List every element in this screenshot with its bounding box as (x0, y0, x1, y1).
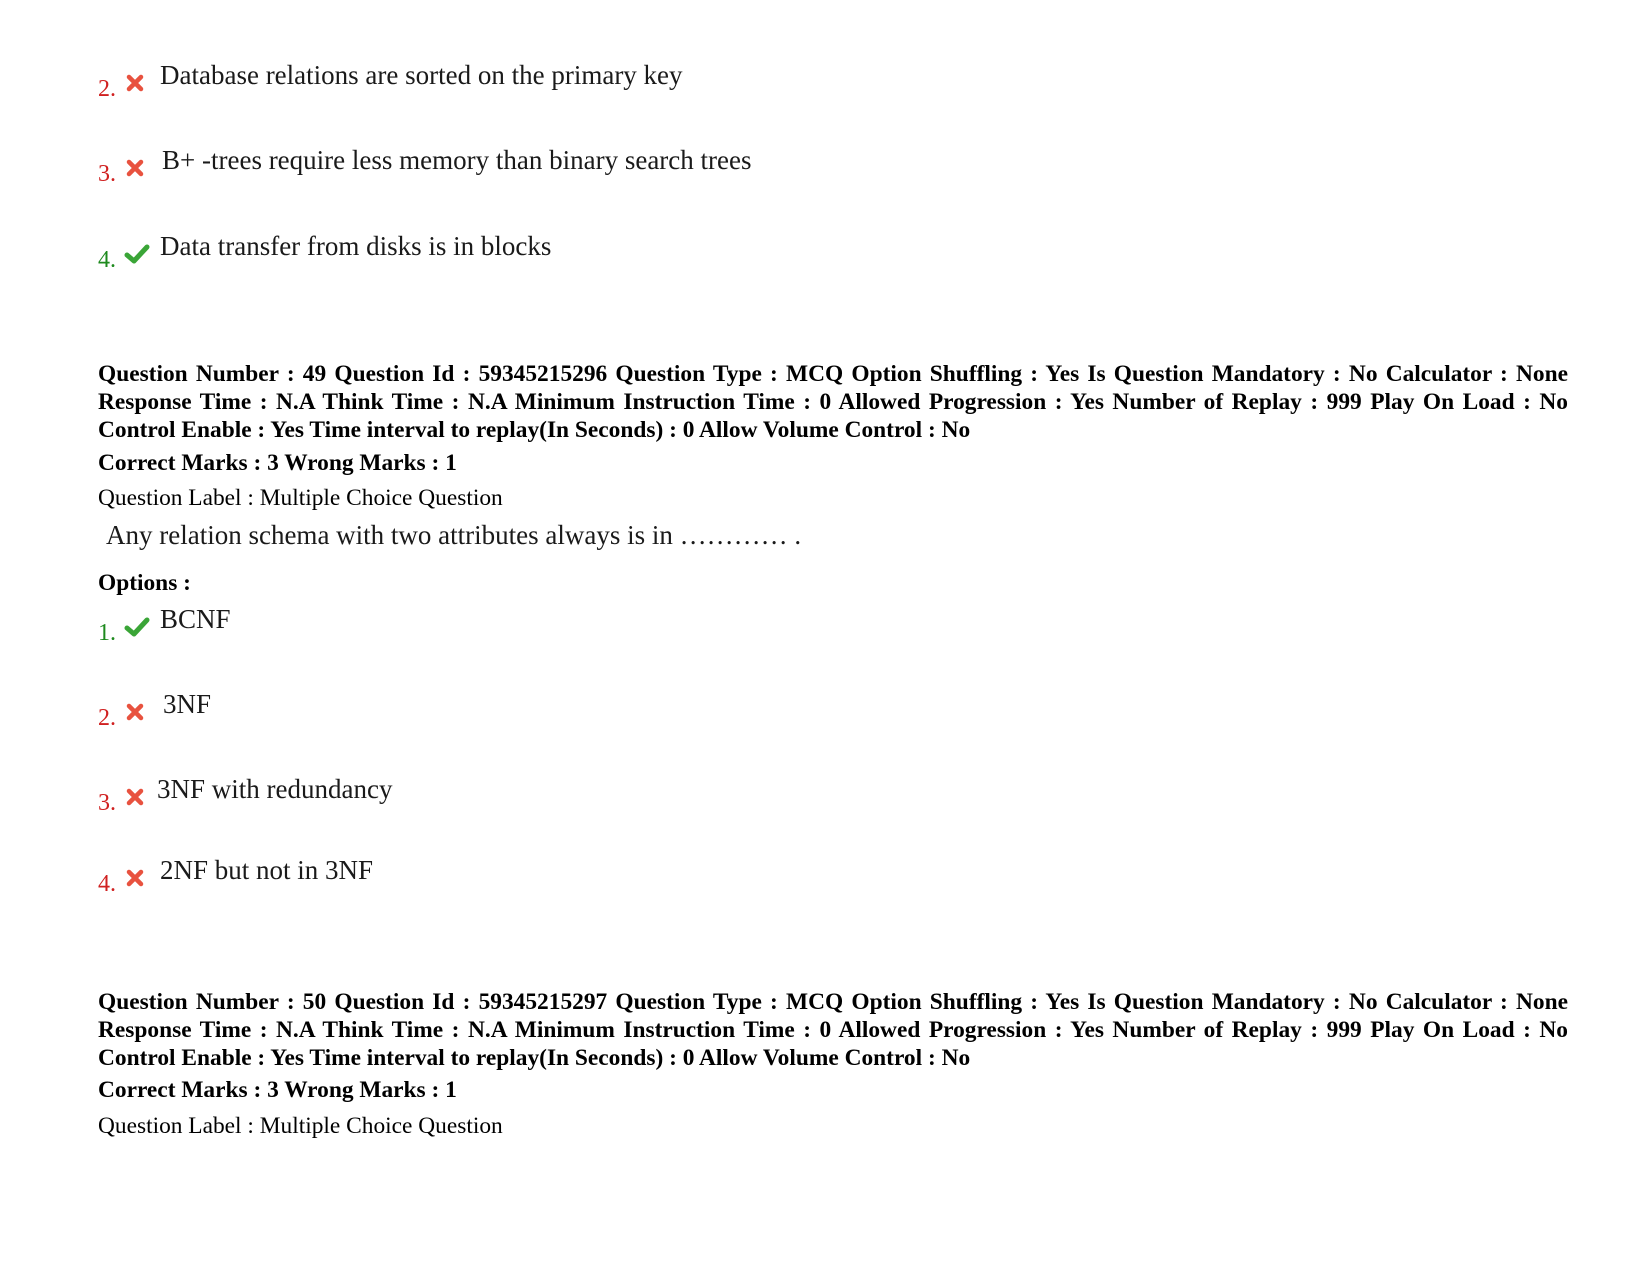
option-text: BCNF (160, 604, 231, 634)
option-text: B+ -trees require less memory than binary search trees (162, 145, 752, 175)
option-number: 4. (98, 871, 116, 897)
option-text: Database relations are sorted on the primary key (160, 60, 683, 90)
question-label: Question Label : Multiple Choice Question (98, 485, 503, 511)
option-number: 1. (98, 620, 116, 646)
option-row (0, 60, 1651, 108)
option-row (0, 774, 1651, 822)
question-text: Any relation schema with two attributes always is in ………… . (106, 520, 802, 550)
option-row (0, 689, 1651, 737)
question-meta: Question Number : 50 Question Id : 59345215297 Question Type : MCQ Option Shuffling : Yes Is Question Mandatory : No Calculator : None Response Time : N.A Think Time : N.A Minimum Instruction Time : 0 Allowed Progression : Yes Number of Replay : 999 Play On Load : No Control Enable : Yes Time interval to replay(In Seconds) : 0 Allow Volume Control : No (98, 989, 1568, 1071)
cross-icon (124, 157, 146, 179)
option-number: 2. (98, 705, 116, 731)
question-marks: Correct Marks : 3 Wrong Marks : 1 (98, 450, 457, 476)
cross-icon (124, 701, 146, 723)
option-number: 3. (98, 790, 116, 816)
option-row (0, 604, 1651, 652)
option-text: Data transfer from disks is in blocks (160, 231, 552, 261)
option-row (0, 855, 1651, 903)
options-heading: Options : (98, 570, 191, 596)
question-marks: Correct Marks : 3 Wrong Marks : 1 (98, 1077, 457, 1103)
option-number: 3. (98, 161, 116, 187)
question-label: Question Label : Multiple Choice Question (98, 1113, 503, 1139)
option-number: 2. (98, 76, 116, 102)
cross-icon (124, 786, 146, 808)
option-text: 2NF but not in 3NF (160, 855, 374, 885)
check-icon (124, 616, 150, 638)
option-text: 3NF (163, 689, 212, 719)
cross-icon (124, 867, 146, 889)
option-row (0, 231, 1651, 279)
option-text: 3NF with redundancy (157, 774, 393, 804)
check-icon (124, 243, 150, 265)
option-number: 4. (98, 247, 116, 273)
question-meta: Question Number : 49 Question Id : 59345215296 Question Type : MCQ Option Shuffling : Yes Is Question Mandatory : No Calculator : None Response Time : N.A Think Time : N.A Minimum Instruction Time : 0 Allowed Progression : Yes Number of Replay : 999 Play On Load : No Control Enable : Yes Time interval to replay(In Seconds) : 0 Allow Volume Control : No (98, 361, 1568, 443)
cross-icon (124, 72, 146, 94)
option-row (0, 145, 1651, 193)
